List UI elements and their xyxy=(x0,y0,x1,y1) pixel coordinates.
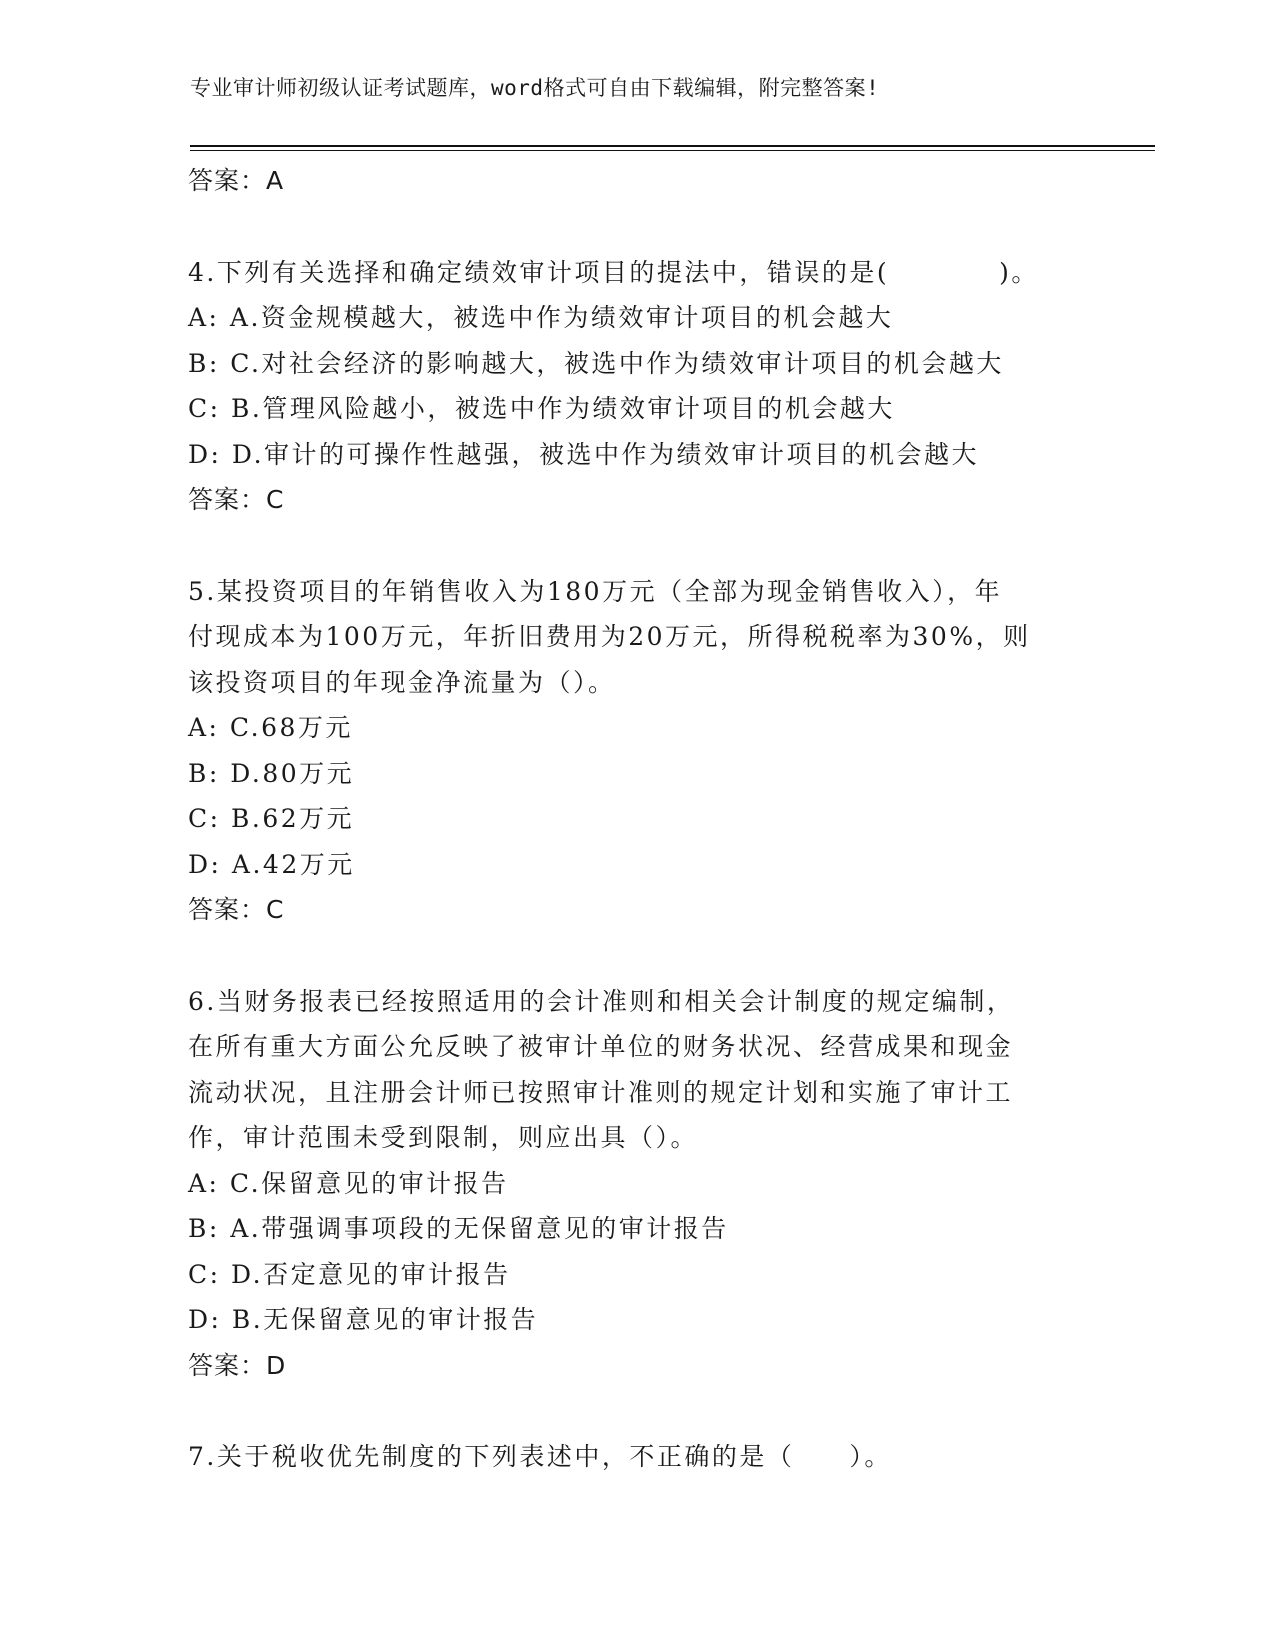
question-line: 作，审计范围未受到限制，则应出具（）。 xyxy=(188,1123,699,1152)
page-header: 专业审计师初级认证考试题库，word格式可自由下载编辑，附完整答案! xyxy=(190,76,880,100)
option-line: C: B.管理风险越小，被选中作为绩效审计项目的机会越大 xyxy=(188,394,895,423)
option-line: B: C.对社会经济的影响越大，被选中作为绩效审计项目的机会越大 xyxy=(188,348,1004,378)
question-line: 7.关于税收优先制度的下列表述中，不正确的是（ ）。 xyxy=(188,1442,892,1471)
option-line: A: C.保留意见的审计报告 xyxy=(188,1168,509,1198)
header-rule-thin xyxy=(190,150,1155,151)
option-line: B: A.带强调事项段的无保留意见的审计报告 xyxy=(188,1214,729,1243)
option-line: C: D.否定意见的审计报告 xyxy=(188,1259,511,1289)
answer-line: 答案：C xyxy=(188,895,285,924)
question-line: 付现成本为100万元，年折旧费用为20万元，所得税税率为30%，则 xyxy=(188,622,1031,651)
question-stem xyxy=(188,569,1088,706)
paragraph-gap xyxy=(188,204,1088,250)
question-stem xyxy=(188,1434,1088,1480)
paragraph-gap xyxy=(188,933,1088,979)
option-line: A: C.68万元 xyxy=(188,713,353,742)
answer-line: 答案：D xyxy=(188,1350,287,1380)
question-line: 4.下列有关选择和确定绩效审计项目的提法中，错误的是( )。 xyxy=(188,257,1039,287)
question-line: 流动状况，且注册会计师已按照审计准则的规定计划和实施了审计工 xyxy=(188,1077,1014,1107)
paragraph-gap xyxy=(188,1388,1088,1434)
document-body xyxy=(188,158,1088,1480)
question-stem xyxy=(188,979,1088,1161)
option-line: D: A.42万元 xyxy=(188,849,355,879)
question-line: 6.当财务报表已经按照适用的会计准则和相关会计制度的规定编制， xyxy=(188,986,1015,1016)
question-line: 在所有重大方面公允反映了被审计单位的财务状况、经营成果和现金 xyxy=(188,1032,1014,1061)
option-line: A: A.资金规模越大，被选中作为绩效审计项目的机会越大 xyxy=(188,303,894,332)
question-line: 该投资项目的年现金净流量为（）。 xyxy=(188,667,616,697)
answer-line: 答案：A xyxy=(188,166,285,195)
answer-line: 答案：C xyxy=(188,485,285,514)
option-line: B: D.80万元 xyxy=(188,758,355,788)
option-line: D: B.无保留意见的审计报告 xyxy=(188,1305,539,1334)
question-stem xyxy=(188,250,1088,296)
option-line: D: D.审计的可操作性越强，被选中作为绩效审计项目的机会越大 xyxy=(188,439,980,469)
question-line: 5.某投资项目的年销售收入为180万元（全部为现金销售收入），年 xyxy=(188,576,1003,606)
header-rule-thick xyxy=(190,145,1155,147)
paragraph-gap xyxy=(188,523,1088,569)
option-line: C: B.62万元 xyxy=(188,804,355,833)
